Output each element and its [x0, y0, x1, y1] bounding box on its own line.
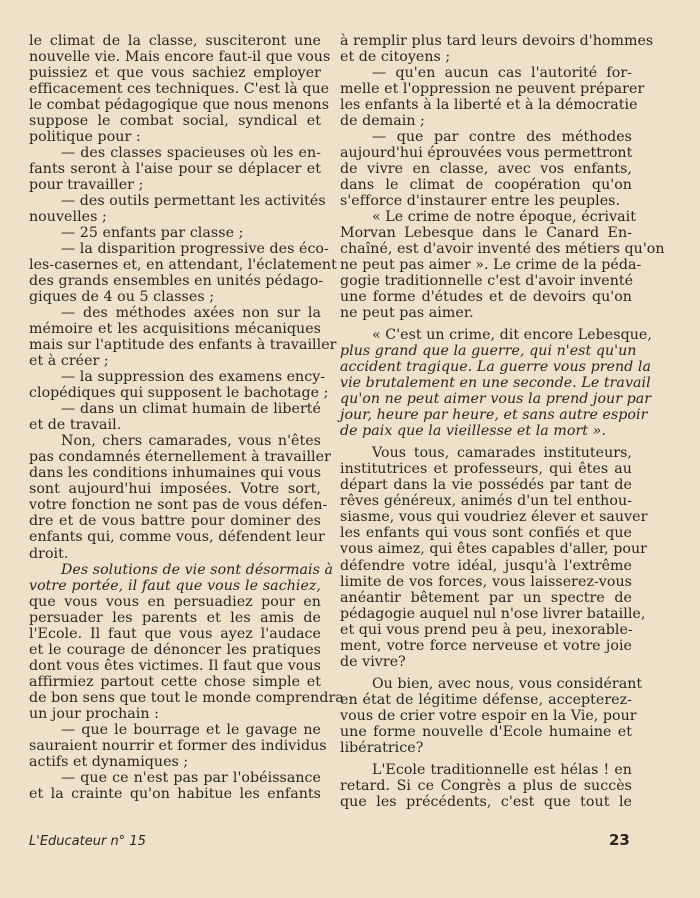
text-line: qu'on ne peut aimer vous la prend jour par — [340, 391, 652, 408]
text-line: plus grand que la guerre, qui n'est qu'un — [340, 343, 637, 360]
page-number: 23 — [609, 831, 630, 849]
text-line: chaîné, est d'avoir inventé des métiers qu'on — [340, 241, 665, 258]
text-line: ment, votre force nerveuse et votre joie — [340, 637, 632, 654]
text-line: que les précédents, c'est que tout le — [340, 793, 632, 810]
text-line: et le courage de dénoncer les pratiques — [29, 641, 321, 658]
text-line: et la crainte qu'on habitue les enfants — [29, 785, 321, 802]
text-line: dans les conditions inhumaines qui vous — [29, 465, 322, 482]
text-line: et à créer ; — [29, 353, 109, 370]
text-line: — 25 enfants par classe ; — [61, 225, 244, 242]
text-line: institutrices et professeurs, qui êtes au — [340, 461, 632, 478]
text-line: dans le climat de coopération qu'on — [340, 177, 632, 194]
text-line: — que le bourrage et le gavage ne — [61, 721, 321, 738]
text-line: melle et l'oppression ne peuvent préparer — [340, 81, 645, 98]
text-line: fants seront à l'aise pour se déplacer et — [29, 161, 321, 178]
text-line: pas condamnés éternellement à travailler — [29, 449, 331, 466]
text-line: « C'est un crime, dit encore Lebesque, — [372, 327, 652, 344]
text-line: — des méthodes axées non sur la — [61, 305, 321, 322]
text-line: gogie traditionnelle c'est d'avoir inventé — [340, 273, 634, 290]
text-line: à remplir plus tard leurs devoirs d'hommes — [340, 33, 654, 49]
text-line: et qui vous prend peu à peu, inexorable- — [340, 621, 633, 638]
text-line: persuader les parents et les amis de — [29, 609, 321, 626]
text-line: de bon sens que tout le monde comprendra — [29, 689, 344, 706]
text-line: puissiez et que vous sachiez employer — [29, 65, 321, 82]
text-line: suppose le combat social, syndical et — [29, 113, 321, 130]
text-line: de vivre en classe, avec vos enfants, — [340, 161, 632, 178]
text-line: libératrice? — [340, 739, 424, 756]
text-line: aujourd'hui éprouvées vous permettront — [340, 145, 633, 162]
text-line: — que ce n'est pas par l'obéissance — [61, 769, 321, 786]
text-line: les enfants qui vous sont confiés et que — [340, 525, 632, 542]
text-line: ne peut pas aimer ». Le crime de la péda- — [340, 257, 642, 274]
text-line: — des classes spacieuses où les en- — [61, 145, 321, 162]
text-line: Non, chers camarades, vous n'êtes — [61, 433, 321, 450]
text-line: en état de légitime défense, accepterez- — [340, 691, 632, 708]
text-line: affirmiez partout cette chose simple et — [29, 673, 321, 690]
text-line: Ou bien, avec nous, vous considérant — [372, 675, 643, 692]
text-line: jour, heure par heure, et sans autre espoir — [340, 407, 648, 424]
text-line: le climat de la classe, susciteront une — [29, 33, 321, 49]
text-line: les enfants à la liberté et à la démocratie — [340, 97, 638, 114]
text-line: vous de crier votre espoir en la Vie, pour — [340, 707, 637, 724]
text-line: s'efforce d'instaurer entre les peuples. — [340, 193, 621, 210]
text-line: nouvelles ; — [29, 209, 107, 226]
text-line: vie brutalement en une seconde. Le travail — [340, 375, 651, 392]
text-line: — des outils permettant les activités — [61, 193, 326, 210]
text-line: mais sur l'aptitude des enfants à travailler — [29, 337, 337, 354]
text-line: une forme nouvelle d'Ecole humaine et — [340, 723, 632, 740]
text-line: — qu'en aucun cas l'autorité for- — [372, 65, 632, 82]
text-line: de demain ; — [340, 113, 425, 130]
journal-issue-label: L'Educateur n° 15 — [29, 834, 146, 849]
text-line: et de travail. — [29, 417, 122, 434]
text-line: un jour prochain : — [29, 705, 159, 722]
text-line: défendre votre idéal, jusqu'à l'extrême — [340, 557, 632, 574]
text-line: le combat pédagogique que nous menons — [29, 97, 330, 114]
text-line: — dans un climat humain de liberté — [61, 401, 321, 418]
text-line: rêves généreux, animés d'un tel enthou- — [340, 493, 632, 510]
text-line: votre portée, il faut que vous le sachiez, — [29, 577, 321, 594]
text-line: pédagogie auquel nul n'ose livrer bataille, — [340, 605, 646, 622]
text-line: — la disparition progressive des éco- — [61, 241, 329, 258]
text-line: L'Ecole traditionnelle est hélas ! en — [372, 761, 632, 778]
text-line: ne peut pas aimer. — [340, 305, 474, 322]
right-text-column — [340, 33, 665, 810]
text-line: les-casernes et, en attendant, l'éclatement — [29, 257, 337, 274]
text-line: siasme, vous qui voudriez élever et sauver — [340, 509, 648, 526]
text-line: vous aimez, qui êtes capables d'aller, pour — [340, 541, 647, 558]
text-line: limite de vos forces, vous laisserez-vous — [340, 573, 632, 590]
text-line: actifs et dynamiques ; — [29, 753, 189, 770]
text-line: giques de 4 ou 5 classes ; — [29, 289, 215, 306]
text-line: nouvelle vie. Mais encore faut-il que vous — [29, 49, 331, 66]
text-line: une forme d'études et de devoirs qu'on — [340, 289, 632, 306]
text-line: Vous tous, camarades instituteurs, — [372, 445, 632, 462]
text-line: l'Ecole. Il faut que vous ayez l'audace — [29, 625, 321, 642]
text-line: accident tragique. La guerre vous prend la — [340, 359, 651, 376]
text-line: sont aujourd'hui imposées. Votre sort, — [29, 481, 321, 498]
text-line: Morvan Lebesque dans le Canard En- — [340, 225, 632, 242]
text-line: dre et de vous battre pour dominer des — [29, 513, 321, 530]
text-line: droit. — [29, 545, 69, 562]
text-line: retard. Si ce Congrès a plus de succès — [340, 777, 632, 794]
text-line: et de citoyens ; — [340, 49, 451, 66]
text-line: pour travailler ; — [29, 177, 144, 194]
text-line: clopédiques qui supposent le bachotage ; — [29, 385, 329, 402]
text-line: des grands ensembles en unités pédago- — [29, 273, 324, 290]
text-line: — que par contre des méthodes — [372, 129, 632, 146]
text-line: efficacement ces techniques. C'est là que — [29, 81, 330, 98]
text-line: que vous vous en persuadiez pour en — [29, 593, 321, 610]
text-line: dont vous êtes victimes. Il faut que vous — [29, 657, 321, 674]
text-line: « Le crime de notre époque, écrivait — [372, 209, 637, 226]
text-line: mémoire et les acquisitions mécaniques — [29, 321, 321, 338]
text-line: Des solutions de vie sont désormais à — [61, 561, 334, 578]
text-line: de vivre? — [340, 653, 406, 670]
text-line: anéantir bêtement par un spectre de — [340, 589, 632, 606]
text-line: — la suppression des examens ency- — [61, 369, 326, 386]
text-line: politique pour : — [29, 129, 141, 146]
text-line: enfants qui, comme vous, défendent leur — [29, 529, 325, 546]
text-line: de paix que la vieillesse et la mort ». — [340, 423, 606, 440]
text-line: votre fonction ne sont pas de vous défen- — [29, 497, 328, 514]
left-text-column — [29, 33, 344, 802]
text-line: départ dans la vie possédés par tant de — [340, 477, 632, 494]
text-line: sauraient nourrir et former des individus — [29, 737, 327, 754]
